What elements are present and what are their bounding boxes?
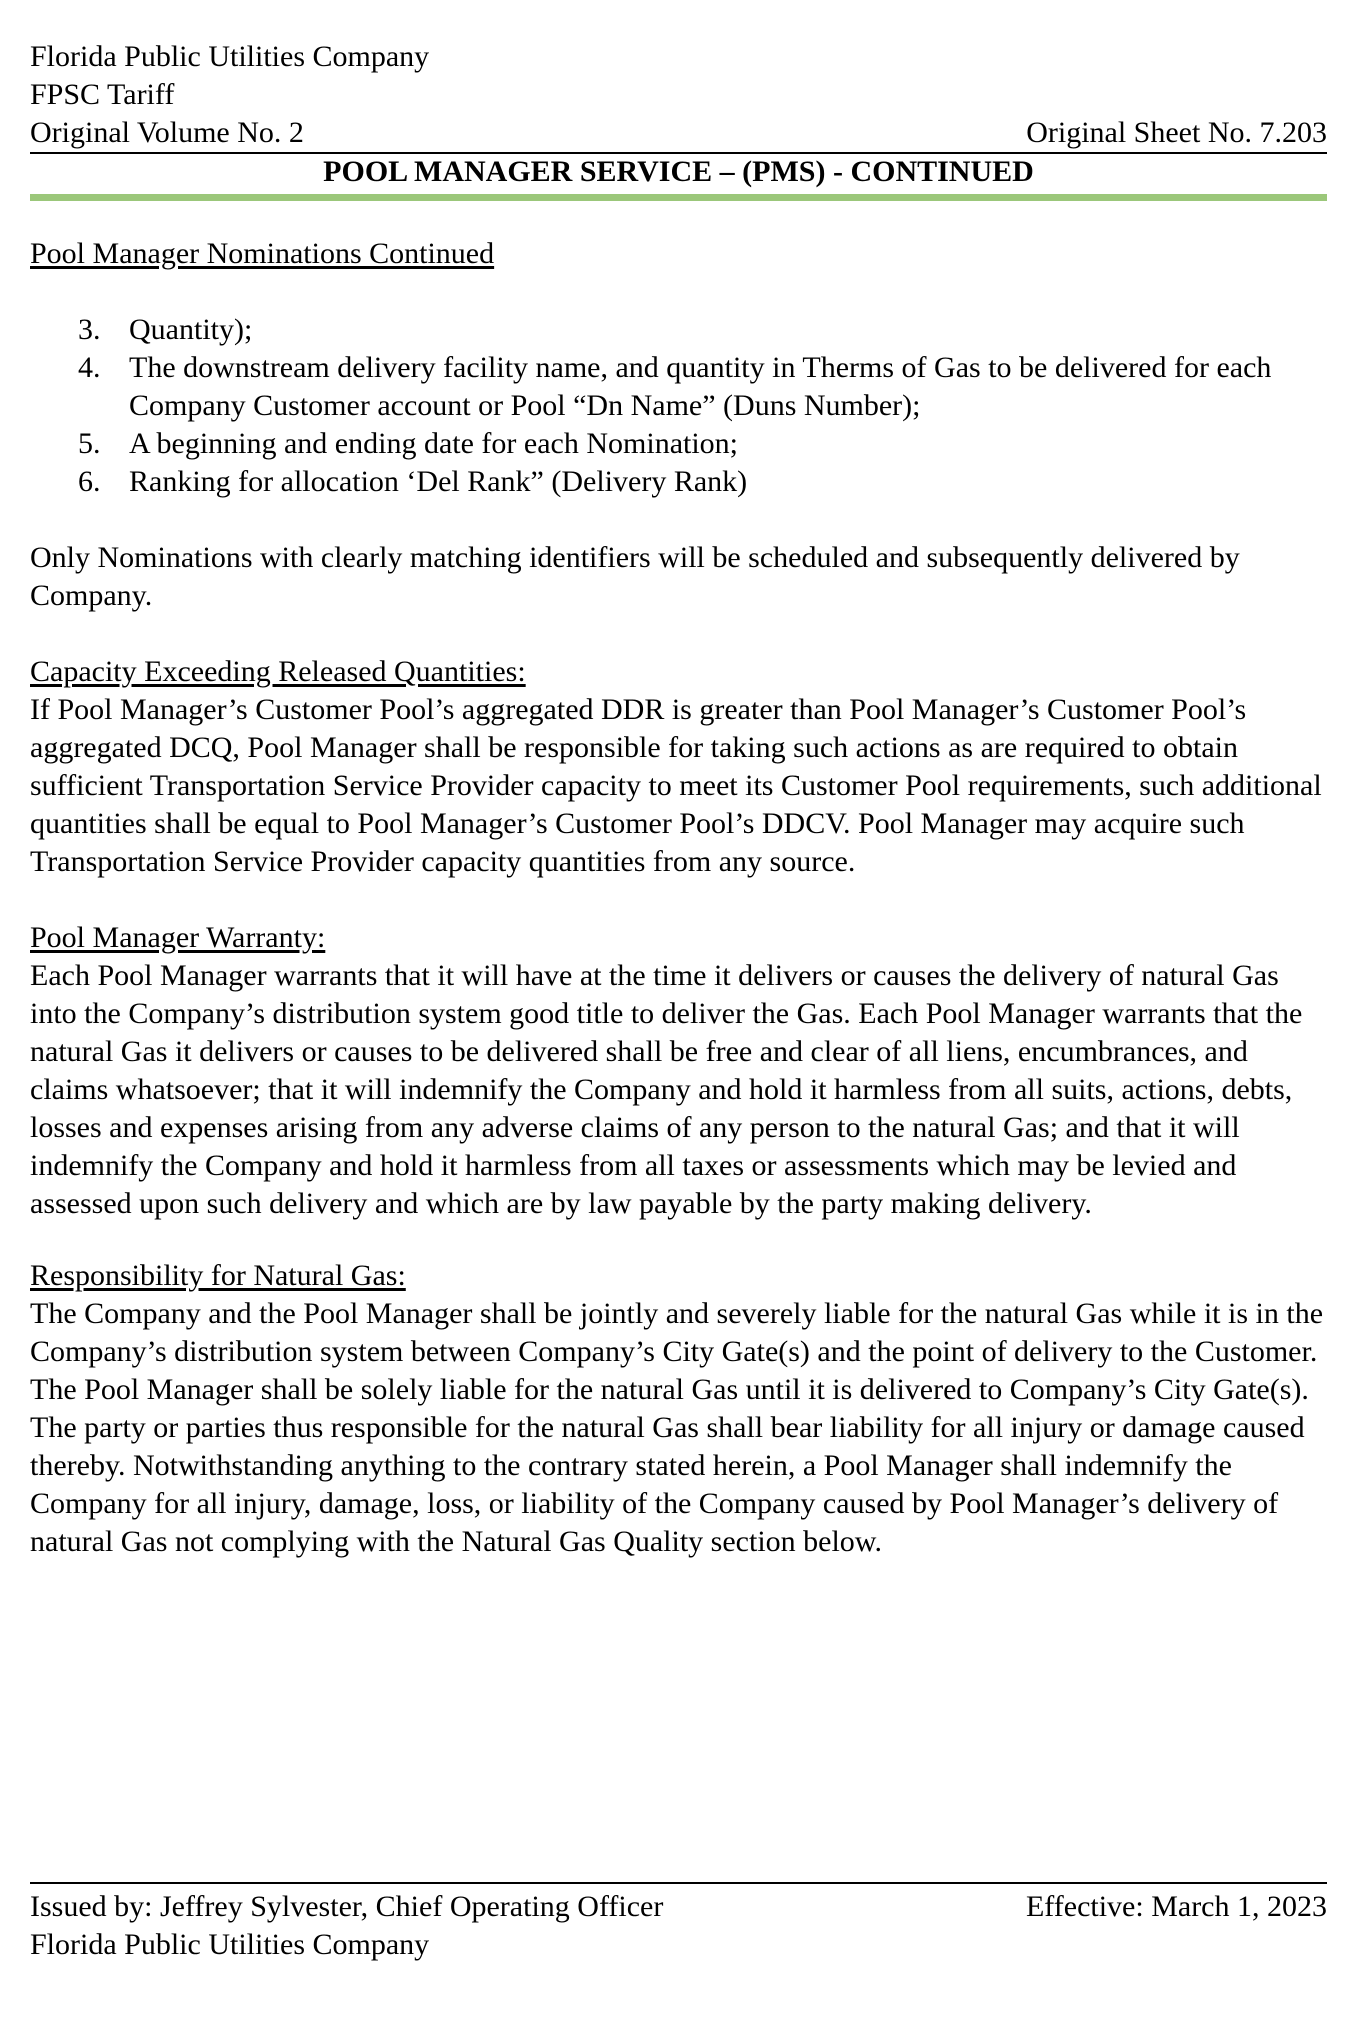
section-heading-nominations: Pool Manager Nominations Continued xyxy=(30,237,495,270)
nomination-list xyxy=(30,311,1327,501)
sheet-number: Original Sheet No. 7.203 xyxy=(1026,116,1327,149)
spacer xyxy=(30,273,1327,311)
list-item-text: Ranking for allocation ‘Del Rank” (Delivery Rank) xyxy=(129,465,748,498)
page-title: POOL MANAGER SERVICE – (PMS) - CONTINUED xyxy=(323,155,1034,188)
nominations-closing-paragraph: Only Nominations with clearly matching identifiers will be scheduled and subsequently delivered by Company. xyxy=(30,541,1240,612)
list-item xyxy=(30,463,1327,501)
section-heading-warranty: Pool Manager Warranty: xyxy=(30,921,326,954)
spacer xyxy=(30,501,1327,539)
capacity-paragraph: If Pool Manager’s Customer Pool’s aggregated DDR is greater than Pool Manager’s Customer Pool’s aggregated DCQ, Pool Manager shall be responsible for taking such actions as are required to obtain sufficient Transportation Service Provider capacity to meet its Customer Pool requirements, such additional quantities shall be equal to Pool Manager’s Customer Pool’s DDCV. Pool Manager may acquire such Transportation Service Provider capacity quantities from any source. xyxy=(30,693,1322,878)
list-item-text: The downstream delivery facility name, and quantity in Therms of Gas to be delivered for each Company Customer account or Pool “Dn Name” (Duns Number); xyxy=(129,351,1272,422)
spacer xyxy=(30,881,1327,919)
footer-issued-row xyxy=(30,1888,1327,1926)
footer-divider xyxy=(30,1882,1327,1884)
list-item-text: Quantity); xyxy=(129,313,253,346)
section-heading-capacity: Capacity Exceeding Released Quantities: xyxy=(30,655,526,688)
tariff-page xyxy=(30,38,1327,1561)
issued-by: Issued by: Jeffrey Sylvester, Chief Operating Officer xyxy=(30,1890,664,1923)
volume-number: Original Volume No. 2 xyxy=(30,116,304,149)
page-footer xyxy=(30,1882,1327,1964)
spacer xyxy=(30,201,1327,235)
footer-company-name: Florida Public Utilities Company xyxy=(30,1928,430,1961)
list-item-text: A beginning and ending date for each Nomination; xyxy=(129,427,739,460)
list-item xyxy=(30,349,1327,425)
list-item-number: 4. xyxy=(78,351,101,384)
effective-date: Effective: March 1, 2023 xyxy=(1025,1890,1327,1923)
title-green-rule xyxy=(30,194,1327,201)
list-item-number: 3. xyxy=(78,313,101,346)
section-heading-responsibility: Responsibility for Natural Gas: xyxy=(30,1259,406,1292)
tariff-name: FPSC Tariff xyxy=(30,78,175,111)
responsibility-paragraph: The Company and the Pool Manager shall be jointly and severely liable for the natural Gas while it is in the Company’s distribution system between Company’s City Gate(s) and the point of delivery to the Customer. The Pool Manager shall be solely liable for the natural Gas until it is delivered to Company’s City Gate(s). The party or parties thus responsible for the natural Gas shall bear liability for all injury or damage caused thereby. Notwithstanding anything to the contrary stated herein, a Pool Manager shall indemnify the Company for all injury, damage, loss, or liability of the Company caused by Pool Manager’s delivery of natural Gas not complying with the Natural Gas Quality section below. xyxy=(30,1297,1324,1558)
list-item xyxy=(30,311,1327,349)
header-volume-row xyxy=(30,114,1327,152)
list-item-number: 5. xyxy=(78,427,101,460)
list-item xyxy=(30,425,1327,463)
spacer xyxy=(30,1223,1327,1257)
company-name: Florida Public Utilities Company xyxy=(30,40,430,73)
warranty-paragraph: Each Pool Manager warrants that it will have at the time it delivers or causes the delivery of natural Gas into the Company’s distribution system good title to deliver the Gas. Each Pool Manager warrants that the natural Gas it delivers or causes to be delivered shall be free and clear of all liens, encumbrances, and claims whatsoever; that it will indemnify the Company and hold it harmless from all suits, actions, debts, losses and expenses arising from any adverse claims of any person to the natural Gas; and that it will indemnify the Company and hold it harmless from all taxes or assessments which may be levied and assessed upon such delivery and which are by law payable by the party making delivery. xyxy=(30,959,1303,1220)
spacer xyxy=(30,615,1327,653)
list-item-number: 6. xyxy=(78,465,101,498)
